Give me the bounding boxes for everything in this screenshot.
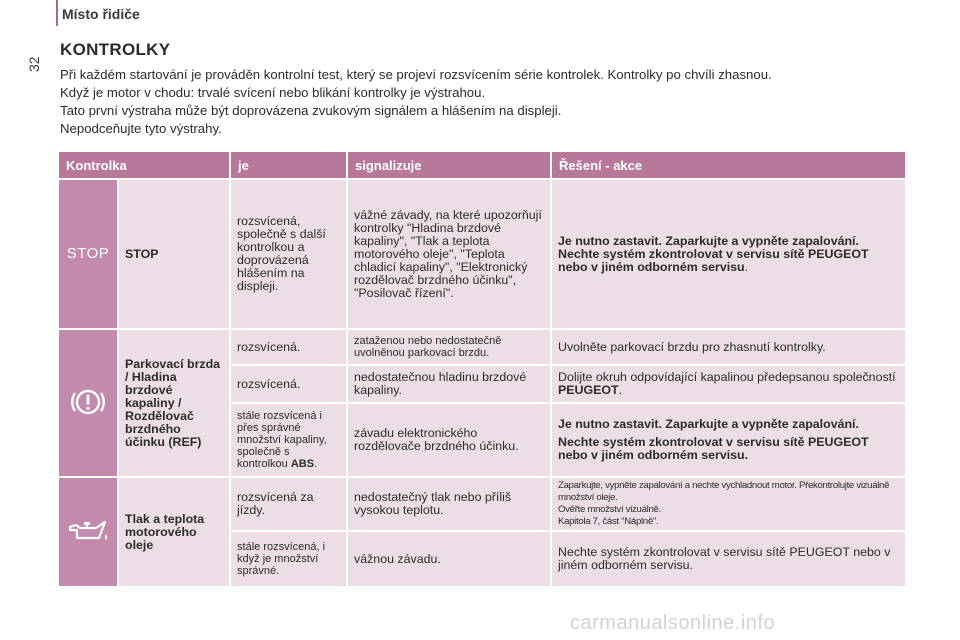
brake-signal-3: závadu elektronického rozdělovače brzdného účinku. — [348, 404, 550, 476]
brake-signal-2: nedostatečnou hladinu brzdové kapaliny. — [348, 366, 550, 402]
oil-state-1: rozsvícená za jízdy. — [231, 478, 346, 530]
stop-label: STOP — [119, 180, 229, 328]
stop-state: rozsvícená, společně s další kontrolkou a doprovázená hlášením na displeji. — [231, 180, 346, 328]
warning-lights-table — [57, 150, 907, 588]
header-signalizuje: signalizuje — [348, 152, 550, 178]
stop-action: Je nutno zastavit. Zaparkujte a vypněte zapalování. Nechte systém zkontrolovat v servisu sítě PEUGEOT nebo v jiném odborném servisu. — [552, 180, 905, 328]
intro-line: Když je motor v chodu: trvalé svícení nebo blikání kontrolky je výstrahou. — [60, 85, 486, 100]
table-row-oil-1 — [59, 478, 905, 530]
stop-icon-cell — [59, 180, 117, 328]
section-accent-line — [56, 0, 58, 26]
oil-icon-cell — [59, 478, 117, 586]
stop-text-icon: STOP — [66, 245, 110, 262]
header-kontrolka: Kontrolka — [59, 152, 229, 178]
table-row-brake-1 — [59, 330, 905, 364]
oil-label: Tlak a teplota motorového oleje — [119, 478, 229, 586]
brake-action-2: Dolijte okruh odpovídající kapalinou předepsanou společností PEUGEOT. — [552, 366, 905, 402]
brake-action-3: Je nutno zastavit. Zaparkujte a vypněte zapalování. Nechte systém zkontrolovat v servisu sítě PEUGEOT nebo v jiném odborném servisu. — [552, 404, 905, 476]
intro-line: Při každém startování je prováděn kontrolní test, který se projeví rozsvícením série kontrolek. Kontrolky po chvíli zhasnou. — [60, 67, 772, 82]
page-heading: KONTROLKY — [60, 40, 171, 59]
brake-state-2: rozsvícená. — [231, 366, 346, 402]
intro-text — [60, 66, 940, 138]
brake-label: Parkovací brzda / Hladina brzdové kapaliny / Rozdělovač brzdného účinku (REF) — [119, 330, 229, 476]
table-row-stop — [59, 180, 905, 328]
oil-pressure-icon — [66, 516, 110, 546]
oil-state-2: stále rozsvícená, i když je množství správné. — [231, 532, 346, 586]
table-header-row — [59, 152, 905, 178]
intro-line: Nepodceňujte tyto výstrahy. — [60, 121, 222, 136]
brake-icon-cell — [59, 330, 117, 476]
watermark: carmanualsonline.info — [570, 612, 776, 634]
header-je: je — [231, 152, 346, 178]
section-title: Místo řidiče — [62, 6, 140, 22]
brake-state-3: stále rozsvícená i přes správné množství kapaliny, společně s kontrolkou ABS. — [231, 404, 346, 476]
oil-action-1: Zaparkujte, vypněte zapalování a nechte vychladnout motor. Překontrolujte vizuálně množství oleje. Ověřte množství vizuálně. Kapitola 7, část "Náplně". — [552, 478, 905, 530]
oil-signal-1: nedostatečný tlak nebo příliš vysokou teplotu. — [348, 478, 550, 530]
brake-signal-1: zataženou nebo nedostatečně uvolněnou parkovací brzdu. — [348, 330, 550, 364]
brake-warning-icon — [68, 382, 108, 422]
page-number: 32 — [26, 56, 42, 72]
oil-signal-2: vážnou závadu. — [348, 532, 550, 586]
brake-action-1: Uvolněte parkovací brzdu pro zhasnutí kontrolky. — [552, 330, 905, 364]
oil-action-2: Nechte systém zkontrolovat v servisu sítě PEUGEOT nebo v jiném odborném servisu. — [552, 532, 905, 586]
header-reseni: Řešení - akce — [552, 152, 905, 178]
intro-line: Tato první výstraha může být doprovázena zvukovým signálem a hlášením na displeji. — [60, 103, 562, 118]
stop-signal: vážné závady, na které upozorňují kontrolky "Hladina brzdové kapaliny", "Tlak a teplota motorového oleje", "Teplota chladicí kapaliny", "Elektronický rozdělovač brzdného účinku", "Posilovač řízení". — [348, 180, 550, 328]
brake-state-1: rozsvícená. — [231, 330, 346, 364]
